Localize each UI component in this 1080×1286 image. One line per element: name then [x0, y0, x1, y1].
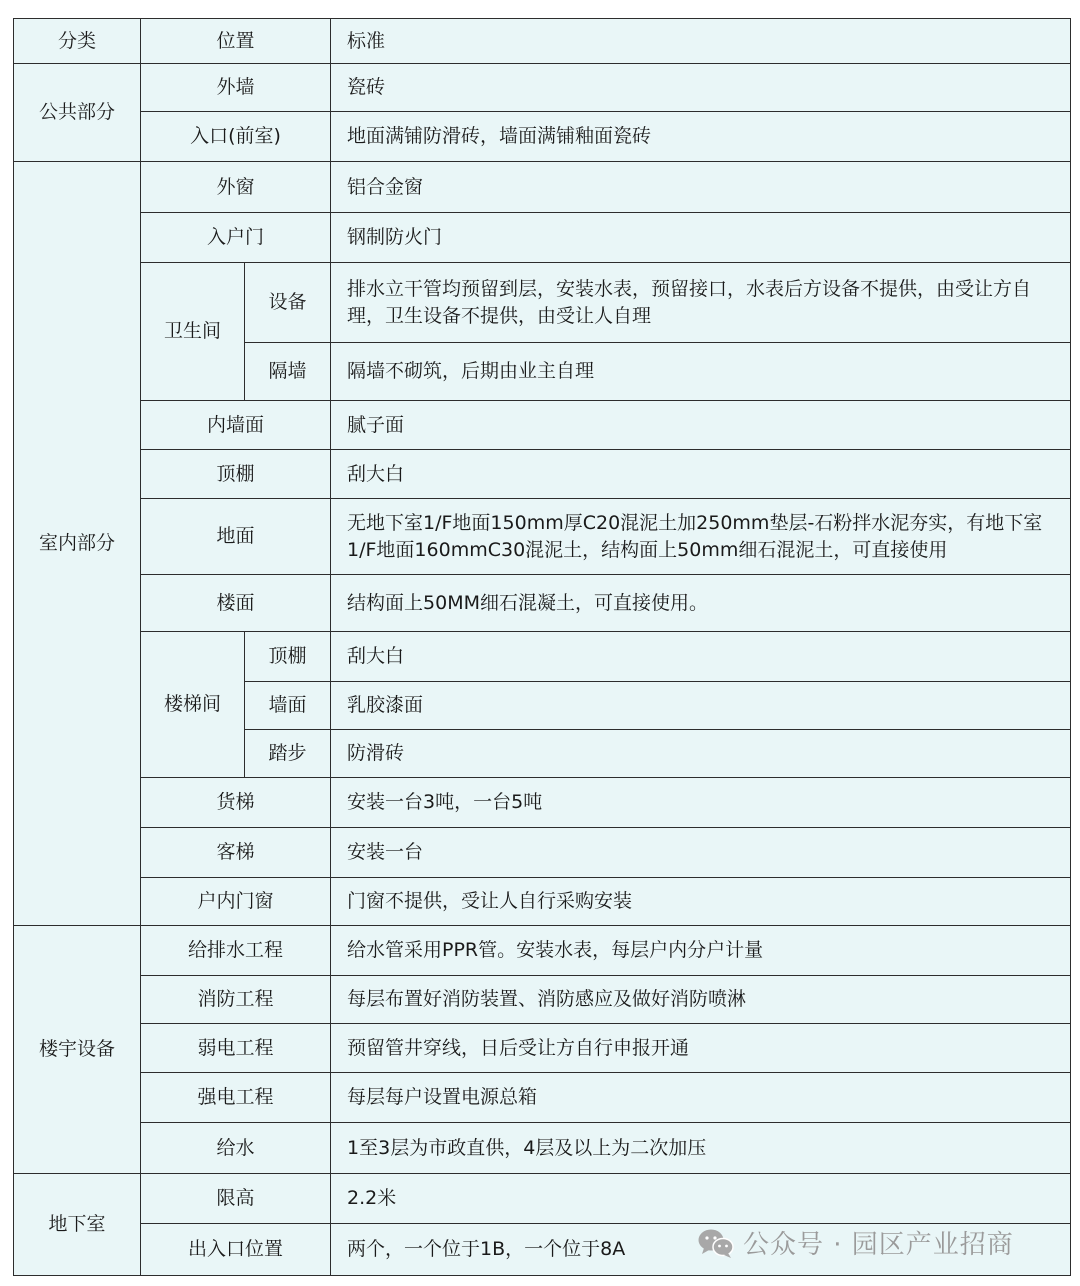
- group-building: 楼宇设备: [14, 926, 141, 1174]
- table-row: [14, 878, 1071, 926]
- item-value: 铝合金窗: [331, 162, 1071, 213]
- table-row: [14, 499, 1071, 575]
- item-name: 楼面: [141, 575, 331, 632]
- item-value: 1至3层为市政直供，4层及以上为二次加压: [331, 1123, 1071, 1174]
- item-name: 入户门: [141, 213, 331, 263]
- item-value: 乳胶漆面: [331, 682, 1071, 730]
- item-value: 瓷砖: [331, 64, 1071, 112]
- table-row: [14, 162, 1071, 213]
- item-value: 刮大白: [331, 450, 1071, 499]
- item-name: 户内门窗: [141, 878, 331, 926]
- item-name: 货梯: [141, 778, 331, 828]
- item-value: 每层布置好消防装置、消防感应及做好消防喷淋: [331, 976, 1071, 1024]
- item-value: 预留管井穿线，日后受让方自行申报开通: [331, 1024, 1071, 1073]
- table-row: [14, 213, 1071, 263]
- item-name: 隔墙: [245, 343, 331, 401]
- spec-table: [13, 18, 1071, 1276]
- group-indoor: 室内部分: [14, 162, 141, 926]
- table-row: [14, 112, 1071, 162]
- item-name: 地面: [141, 499, 331, 575]
- header-standard: 标准: [331, 19, 1071, 64]
- item-name: 踏步: [245, 730, 331, 778]
- table-row: [14, 401, 1071, 450]
- item-name: 设备: [245, 263, 331, 343]
- table-row: [14, 64, 1071, 112]
- group-public: 公共部分: [14, 64, 141, 162]
- group-basement: 地下室: [14, 1174, 141, 1276]
- item-name: 墙面: [245, 682, 331, 730]
- item-name: 外窗: [141, 162, 331, 213]
- subgroup-bathroom: 卫生间: [141, 263, 245, 401]
- item-name: 强电工程: [141, 1073, 331, 1123]
- item-name: 消防工程: [141, 976, 331, 1024]
- item-value: 给水管采用PPR管。安装水表，每层户内分户计量: [331, 926, 1071, 976]
- item-name: 入口(前室): [141, 112, 331, 162]
- item-name: 出入口位置: [141, 1224, 331, 1276]
- table-row: [14, 976, 1071, 1024]
- subgroup-stairwell: 楼梯间: [141, 632, 245, 778]
- item-value: 安装一台3吨，一台5吨: [331, 778, 1071, 828]
- table-row: [14, 450, 1071, 499]
- item-value: 刮大白: [331, 632, 1071, 682]
- item-value: 钢制防火门: [331, 213, 1071, 263]
- watermark: [697, 1224, 1014, 1261]
- item-value: 门窗不提供，受让人自行采购安装: [331, 878, 1071, 926]
- header-category: 分类: [14, 19, 141, 64]
- item-value: 腻子面: [331, 401, 1071, 450]
- item-name: 客梯: [141, 828, 331, 878]
- item-value: 两个，一个位于1B，一个位于8A: [331, 1224, 1071, 1276]
- table-row: [14, 778, 1071, 828]
- table-row: [14, 575, 1071, 632]
- item-name: 内墙面: [141, 401, 331, 450]
- table-row: [14, 263, 1071, 343]
- item-name: 外墙: [141, 64, 331, 112]
- item-value: 防滑砖: [331, 730, 1071, 778]
- header-location: 位置: [141, 19, 331, 64]
- item-value: 排水立干管均预留到层，安装水表，预留接口，水表后方设备不提供，由受让方自理，卫生设备不提供，由受让人自理: [331, 263, 1071, 343]
- item-value: 无地下室1/F地面150mm厚C20混泥土加250mm垫层-石粉拌水泥夯实，有地下室1/F地面160mmC30混泥土，结构面上50mm细石混泥土，可直接使用: [331, 499, 1071, 575]
- wechat-icon: [697, 1227, 735, 1259]
- table-row: [14, 1174, 1071, 1224]
- item-name: 给水: [141, 1123, 331, 1174]
- table-row: [14, 926, 1071, 976]
- table-row: [14, 828, 1071, 878]
- item-value: 隔墙不砌筑，后期由业主自理: [331, 343, 1071, 401]
- table-row: [14, 1073, 1071, 1123]
- item-value: 结构面上50MM细石混凝土，可直接使用。: [331, 575, 1071, 632]
- item-name: 顶棚: [141, 450, 331, 499]
- item-value: 地面满铺防滑砖，墙面满铺釉面瓷砖: [331, 112, 1071, 162]
- item-name: 顶棚: [245, 632, 331, 682]
- table-row: [14, 1024, 1071, 1073]
- table-header-row: [14, 19, 1071, 64]
- item-name: 给排水工程: [141, 926, 331, 976]
- item-value: 安装一台: [331, 828, 1071, 878]
- item-name: 弱电工程: [141, 1024, 331, 1073]
- table-row: [14, 632, 1071, 682]
- watermark-text: 公众号 · 园区产业招商: [743, 1230, 1014, 1260]
- table-row: [14, 1123, 1071, 1174]
- item-value: 2.2米: [331, 1174, 1071, 1224]
- item-name: 限高: [141, 1174, 331, 1224]
- item-value: 每层每户设置电源总箱: [331, 1073, 1071, 1123]
